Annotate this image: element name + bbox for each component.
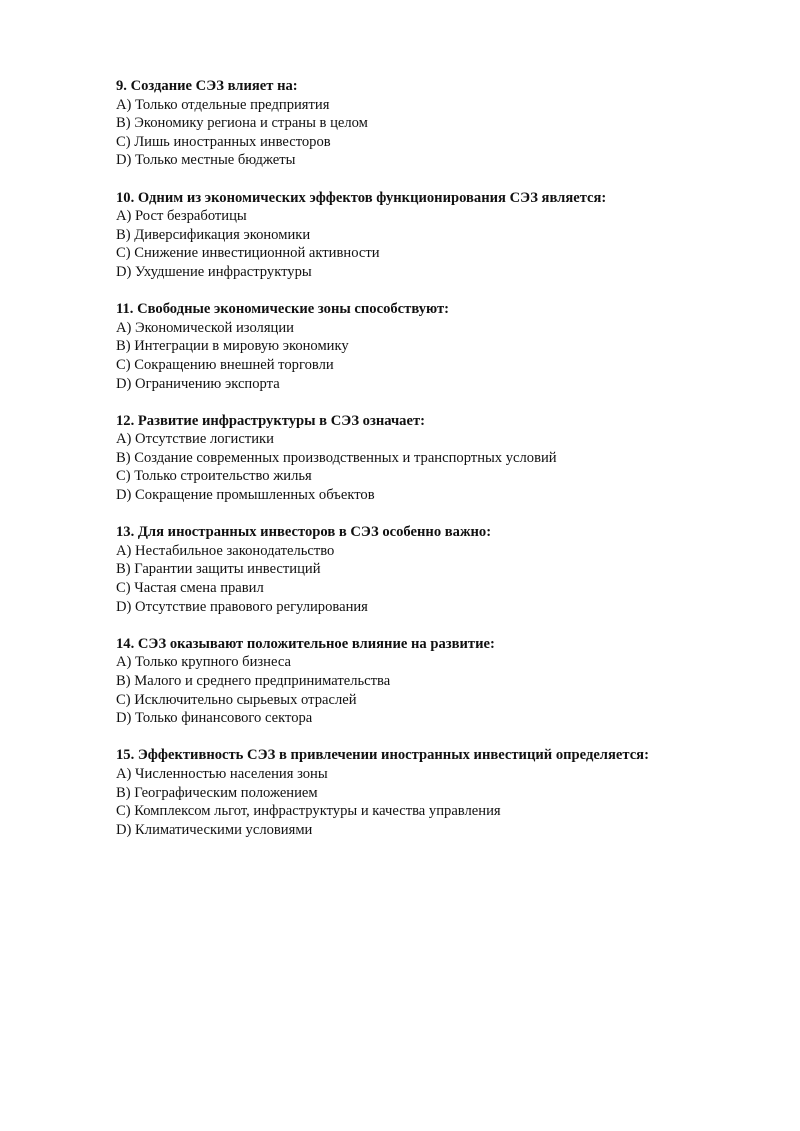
question-title: 13. Для иностранных инвесторов в СЭЗ особенно важно: [116,524,492,541]
answer-option-b: B) Экономику региона и страны в целом [116,115,368,132]
question-title: 10. Одним из экономических эффектов функционирования СЭЗ является: [116,189,607,206]
answer-option-b: B) Создание современных производственных и транспортных условий [116,449,557,466]
question-title: 15. Эффективность СЭЗ в привлечении иностранных инвестиций определяется: [116,747,649,764]
answer-option-c: C) Только строительство жилья [116,468,312,485]
answer-option-b: B) Малого и среднего предпринимательства [116,673,391,689]
question-title: 11. Свободные экономические зоны способствуют: [116,301,449,318]
question-title: 14. СЭЗ оказывают положительное влияние на развитие: [116,635,495,652]
answer-option-c: C) Частая смена правил [116,580,264,597]
answer-option-d: D) Только местные бюджеты [116,152,296,169]
answer-option-a: A) Рост безработицы [116,208,247,225]
answer-option-b: B) Гарантии защиты инвестиций [116,561,321,578]
answer-option-c: C) Исключительно сырьевых отраслей [116,691,357,708]
question-14 [116,635,756,728]
question-title: 12. Развитие инфраструктуры в СЭЗ означает: [116,412,425,429]
answer-option-d: D) Ухудшение инфраструктуры [116,263,312,280]
answer-option-a: A) Экономической изоляции [116,319,294,336]
question-list [116,77,756,858]
answer-option-a: A) Нестабильное законодательство [116,542,335,559]
answer-option-d: D) Отсутствие правового регулирования [116,598,368,615]
answer-option-d: D) Климатическими условиями [116,821,313,838]
answer-option-c: C) Лишь иностранных инвесторов [116,133,331,150]
question-9 [116,77,756,170]
answer-option-d: D) Только финансового сектора [116,710,313,727]
answer-option-d: D) Ограничению экспорта [116,375,280,392]
question-15 [116,746,756,839]
answer-option-a: A) Только отдельные предприятия [116,96,330,113]
question-11 [116,300,756,393]
answer-option-b: B) Диверсификация экономики [116,226,311,243]
answer-option-c: C) Снижение инвестиционной активности [116,245,380,262]
question-10 [116,189,756,282]
question-title: 9. Создание СЭЗ влияет на: [116,78,298,94]
answer-option-b: B) Интеграции в мировую экономику [116,338,349,355]
answer-option-c: C) Сокращению внешней торговли [116,356,334,373]
answer-option-d: D) Сокращение промышленных объектов [116,487,375,504]
answer-option-b: B) Географическим положением [116,784,318,801]
answer-option-a: A) Отсутствие логистики [116,431,274,448]
question-13 [116,523,756,616]
question-12 [116,412,756,505]
answer-option-a: A) Численностью населения зоны [116,765,328,782]
answer-option-a: A) Только крупного бизнеса [116,654,291,671]
answer-option-c: C) Комплексом льгот, инфраструктуры и качества управления [116,803,501,820]
